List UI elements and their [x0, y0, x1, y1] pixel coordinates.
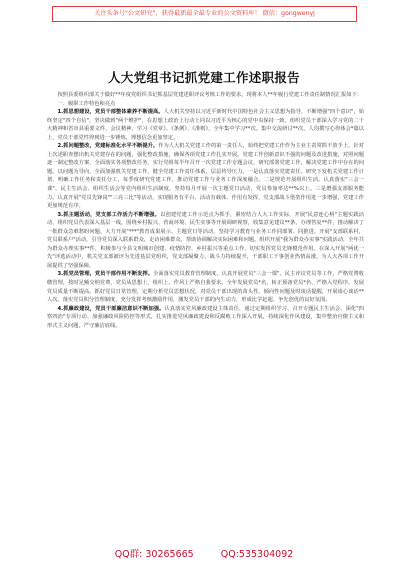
body-paragraph: [47, 305, 364, 331]
qq-group-text: QQ群: 30265665: [114, 549, 194, 560]
promo-banner: 关注头条号"公文研究"，获得最新最全最专业的公文资料库！ 微信：gongwenyj: [52, 6, 357, 22]
paragraph-lead: 2.抓问题整改，党建标准化水平不断提升。: [57, 143, 159, 150]
body-paragraph: [47, 211, 364, 271]
paragraph-text: 作为人大机关党建工作的第一责任人，始终把党建工作作为主业主责常抓不放手上，针对上次述职查摆出机关党建存在的问题，强化整改措施，确保各项党建工作扎实开展。党建工作创新意识不强的问题及改进措施，对照问题逐一制定整改方案，全面落实各项整改任务。实行党组每半年召开一次党建工作专题会议，研究部署党建工作，解决党建工作中存在的问题。以问题为导向，全面加强机关党建工作，健全党建工作责任体系，层层传导压力。一是认真落实党建责任。研究下发机关党建工作计划，明确工作任务和责任分工，每季度研究党建工作，推动党建工作与业务工作深度融合。二是规范开展组织生活。认真落实"三会一课"、民主生活会、组织生活会等党内组织生活制度。坚持每月开展一次主题党日活动，党员参加率达**%以上。三是增强支部服务能力。认真开展"党员先锋岗""三亮三比"等活动，实现服务有平台、活动有载体、作用有发挥，党支部战斗堡垒作用进一步增强，党建工作更加规范有序。: [47, 143, 364, 210]
intro-paragraph: 按照县委组织部关于做好**年度党组织书记抓基层党建述职评议考核工作的要求，现将本人**年履行党建工作责任制情况汇报如下：: [57, 92, 362, 98]
body-paragraph: [47, 142, 364, 210]
paragraph-lead: 3.抓主题活动，党支部工作活力不断增强。: [57, 211, 161, 218]
paragraph-lead: 3.抓党员管理，党员干部作用不断发挥。: [57, 271, 154, 278]
qq-text: QQ:535304092: [220, 549, 294, 560]
body-paragraph: [47, 108, 364, 142]
body-paragraph: [47, 270, 364, 304]
section-heading: 一、履职工作特色和亮点: [57, 100, 116, 107]
paragraph-lead: 4.抓廉政建设，党员干部廉洁意识不断加强。: [57, 305, 165, 312]
document-title: 人大党组书记抓党建工作述职报告: [107, 70, 300, 85]
paragraph-text: 人大机关坚持以习近平新时代中国特色社会主义思想为指导，不断增强"四个意识"，始终坚定"四个自信"，坚决做到"两个维护"，在思想上政治上行动上同以习近平为核心的党中央保持一致。组织党员干部深入学习党的二十大精神和省市县重要文件、会议精神，学习《党章》、《条例》、《准则》，全年集中学习**次。集中交流研讨**次，人均撰写心得体会*篇以上，党员干部党性得到进一步锤炼，理想信念更加坚定。: [47, 109, 364, 141]
paragraph-text: 全面落实党员教育管理制度，认真开展党员"三会一课"、民主评议党员等工作，严格党费收缴管理，按时足额交纳党费，党员从思想上、组织上、作风上严格自我要求。全年发展党员*名，转正预备党员*名，严格入党程序，发展党员质量不断提高。抓好党员日常管理，定期分析党员思想状况，对党员干部出现的苗头性、倾向性问题及时谈话提醒，开展谈心谈话**人次。落实党员积分管理制度，充分发挥考核激励作用，激发党员干部的内生动力，形成比学赶超、争先创优的良好氛围。: [47, 271, 364, 304]
paragraph-lead: 1.抓思想建设，党员干部整体素养不断提高。: [57, 109, 164, 116]
paragraph-text: 认真落实党风廉政建设主体责任，通过定期组织学习、召开专题民主生活会、深化"四察四治"专项行动、加强廉政风险防控等形式，扎实推进党风廉政建设和反腐败工作深入开展，持续深化作风建设，集中整治官僚主义和形式主义问题，严守廉洁底线。: [47, 305, 364, 329]
document-body: [47, 91, 364, 541]
paragraph-text: 以创建党建工作示范点为抓手，紧密结合人大工作实际，开展"民意连心桥"主题实践活动，组织党员代表深入基层一线，围绕乡村振兴、营商环境、民生实事等开展调研视察，收集意见建议**条，办理答复**件，推动解决了一批群众急难愁盼问题。大力开展"***"教育成果展示、主题党日等活动，坚持学习教育与业务工作同部署、同推进。开展"支部联系村，党员联系户"活动，引导党员深入联系群众，走访困难群众，帮助协调解决实际困难和问题。组织开展"我为群众办实事"实践活动，全年共为群众办理实事**件，积极参与全县文明城市创建、疫情防控、乡村振兴等重点工作，切实发挥党员先锋模范作用。在深入开展"两优一先"评选活动中，机关党支部被评为先进基层党组织，党支部凝聚力、战斗力持续提升，干部职工干事创业热情高涨，为人大各项工作开展提供了坚强保障。: [47, 211, 364, 269]
contact-footer: [0, 546, 408, 560]
